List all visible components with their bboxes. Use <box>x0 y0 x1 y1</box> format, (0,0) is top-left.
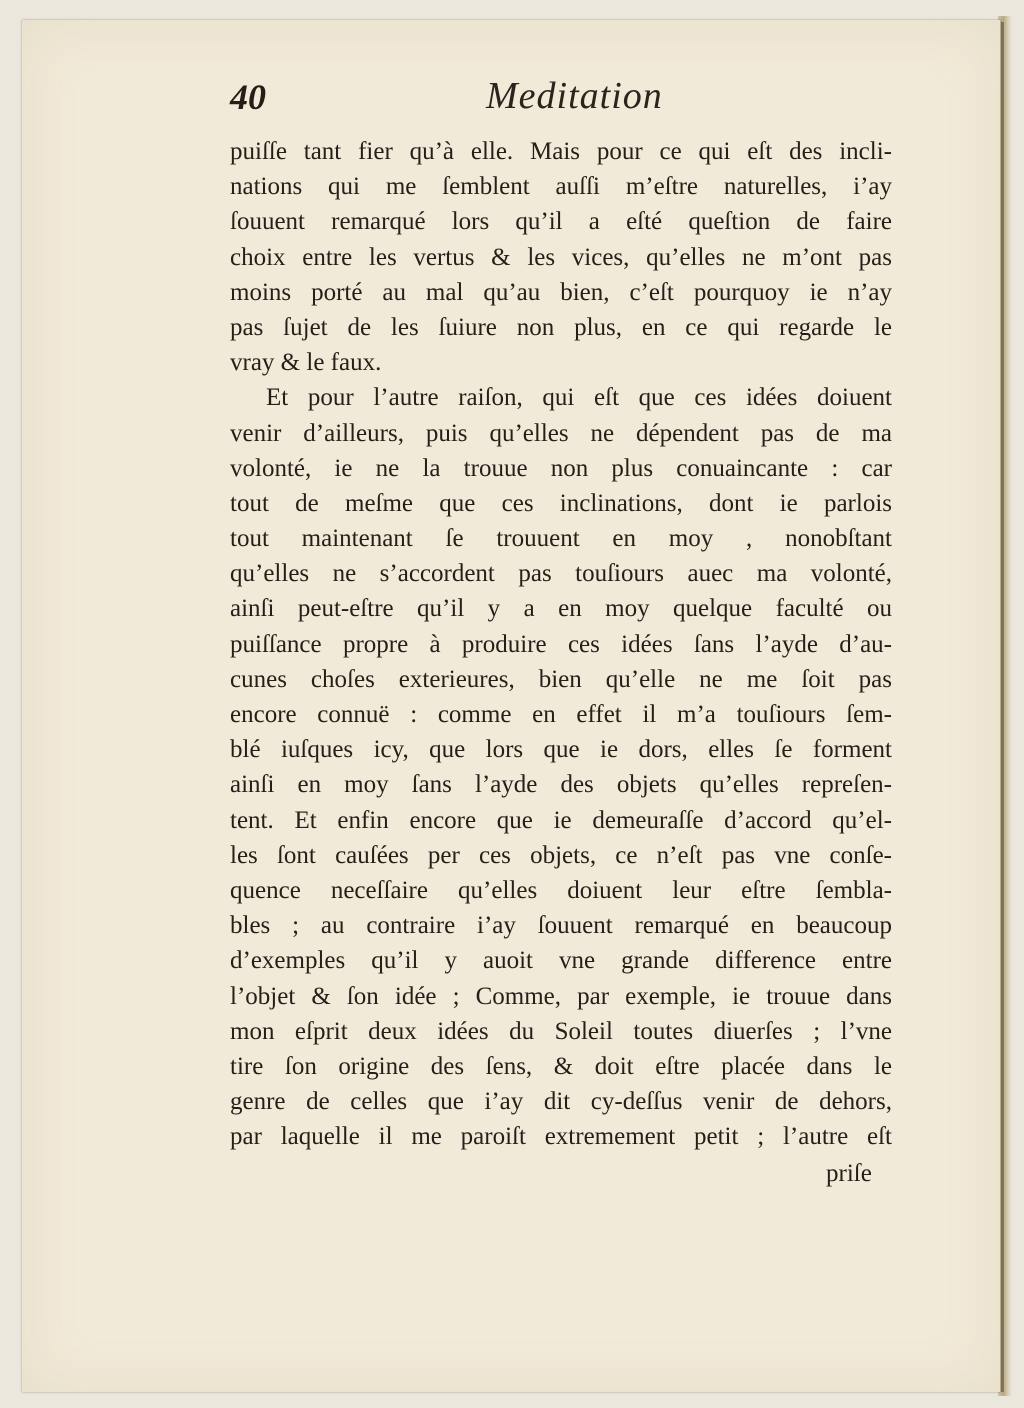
text-line: bles ; au contraire i’ay ſouuent remarqué en beaucoup <box>230 912 892 940</box>
text-line: vray & le faux. <box>230 349 382 377</box>
text-line: volonté, ie ne la trouue non plus conuaincante : car <box>230 454 892 482</box>
text-line: les ſont cauſées per ces objets, ce n’eſt pas vne conſe- <box>230 841 892 869</box>
page-number: 40 <box>230 77 266 117</box>
text-line: puiſſe tant fier qu’à elle. Mais pour ce qui eſt des incli- <box>230 138 892 165</box>
running-head: Meditation <box>486 75 663 117</box>
page-header <box>228 74 890 126</box>
text-line: cunes choſes exterieures, bien qu’elle ne me ſoit pas <box>230 665 892 693</box>
text-line: puiſſance propre à produire ces idées ſans l’ayde d’au- <box>230 630 892 658</box>
text-line: par laquelle il me paroiſt extremement petit ; l’autre eſt <box>230 1123 892 1151</box>
paragraph-start-line: Et pour l’autre raiſon, qui eſt que ces idées doiuent <box>266 384 892 412</box>
text-line: blé iuſques icy, que lors que ie dors, elles ſe forment <box>230 736 892 764</box>
text-line: l’objet & ſon idée ; Comme, par exemple, ie trouue dans <box>230 982 892 1010</box>
text-line: ainſi en moy ſans l’ayde des objets qu’elles repreſen- <box>230 771 892 799</box>
catchword: priſe <box>826 1160 872 1187</box>
body-text <box>230 134 892 1154</box>
text-line: ainſi peut-eſtre qu’il y a en moy quelque faculté ou <box>230 595 892 623</box>
text-line: qu’elles ne s’accordent pas touſiours auec ma volonté, <box>230 560 892 588</box>
text-line: encore connuë : comme en effet il m’a touſiours ſem- <box>230 701 892 728</box>
text-line: quence neceſſaire qu’elles doiuent leur eſtre ſembla- <box>230 876 892 904</box>
text-line: tout de meſme que ces inclinations, dont ie parlois <box>230 489 892 517</box>
text-line: tent. Et enfin encore que ie demeuraſſe d’accord qu’el- <box>230 806 892 834</box>
text-line: mon eſprit deux idées du Soleil toutes diuerſes ; l’vne <box>230 1017 892 1045</box>
text-line: venir d’ailleurs, puis qu’elles ne dépendent pas de ma <box>230 419 892 447</box>
text-line: moins porté au mal qu’au bien, c’eſt pourquoy ie n’ay <box>230 278 892 306</box>
text-line: genre de celles que i’ay dit cy-deſſus venir de dehors, <box>230 1088 892 1116</box>
text-line: tout maintenant ſe trouuent en moy , nonobſtant <box>230 525 892 553</box>
text-line: nations qui me ſemblent auſſi m’eſtre naturelles, i’ay <box>230 173 892 201</box>
text-line: pas ſujet de les ſuiure non plus, en ce qui regarde le <box>230 313 892 341</box>
text-line: choix entre les vertus & les vices, qu’elles ne m’ont pas <box>230 243 892 271</box>
text-line: tire ſon origine des ſens, & doit eſtre placée dans le <box>230 1052 892 1080</box>
text-line: d’exemples qu’il y auoit vne grande difference entre <box>230 947 892 975</box>
text-line: ſouuent remarqué lors qu’il a eſté queſtion de faire <box>230 208 892 236</box>
